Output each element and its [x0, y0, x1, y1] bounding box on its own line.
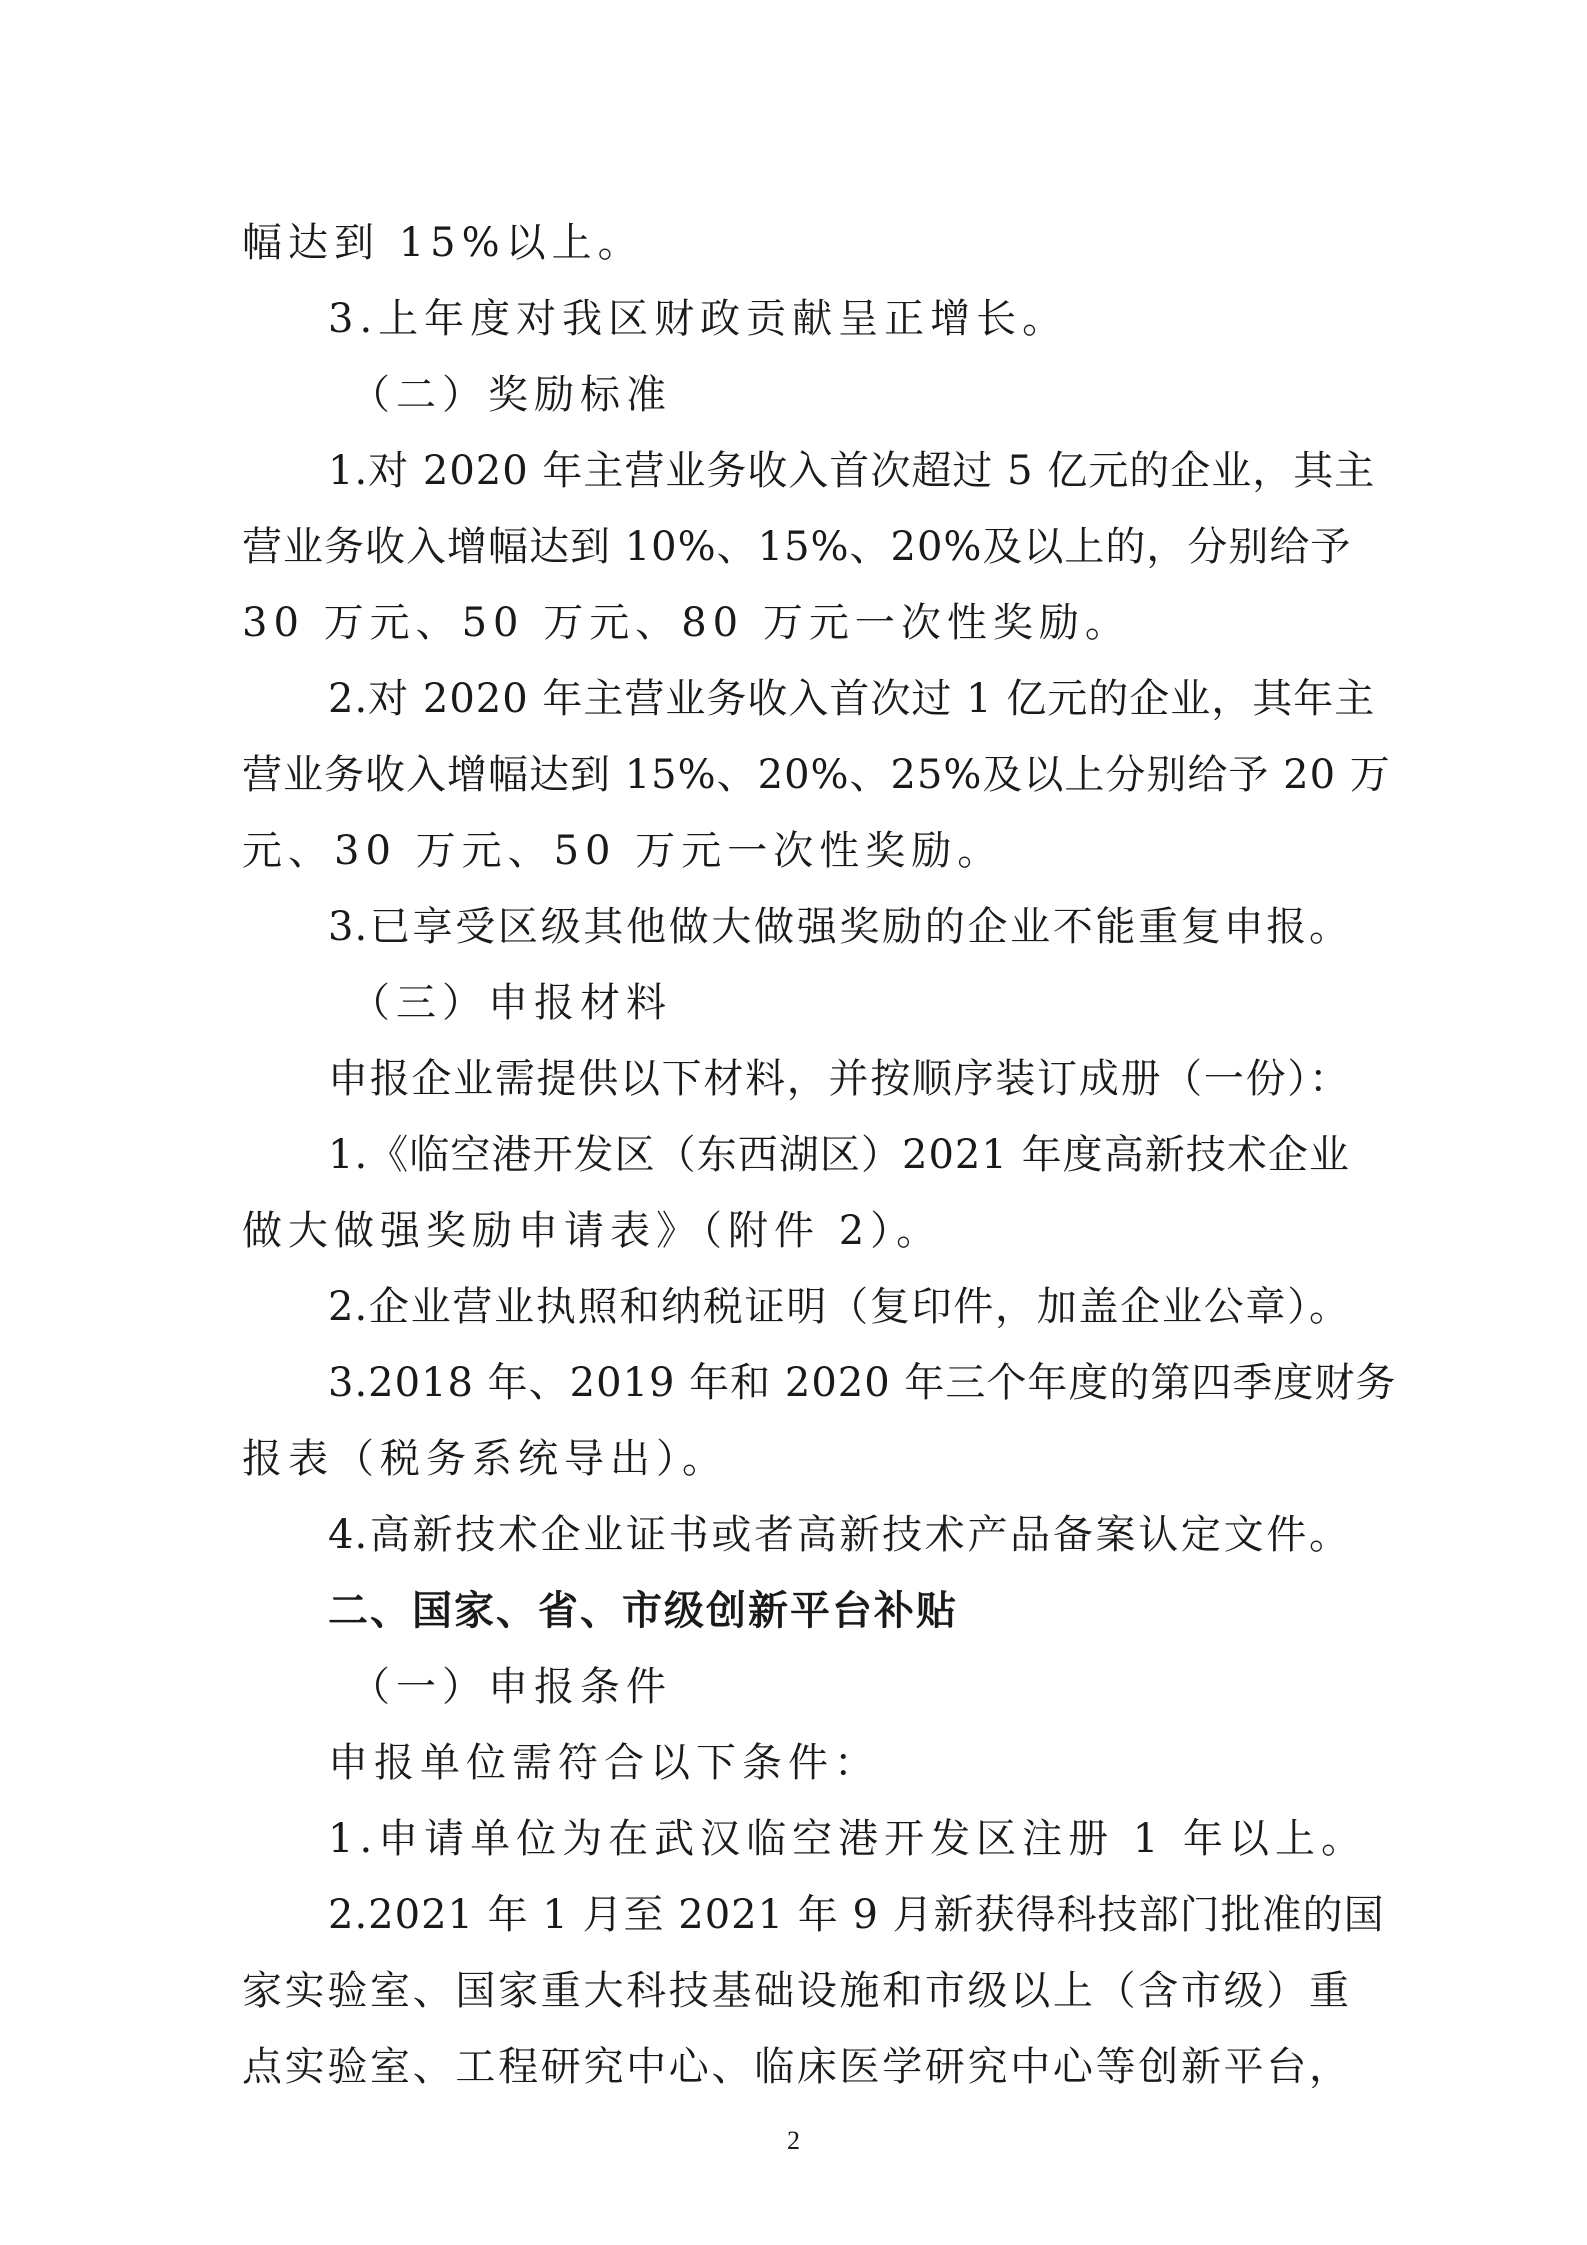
text-line: 1.申请单位为在武汉临空港开发区注册 1 年以上。	[328, 1816, 1368, 1862]
text-line: 2.对 2020 年主营业务收入首次过 1 亿元的企业，其年主	[328, 676, 1376, 722]
text-line: 1.《临空港开发区（东西湖区）2021 年度高新技术企业	[328, 1132, 1350, 1178]
text-line: 点实验室、工程研究中心、临床医学研究中心等创新平台，	[242, 2044, 1350, 2090]
text-line: 2.2021 年 1 月至 2021 年 9 月新获得科技部门批准的国	[328, 1892, 1385, 1938]
text-line: 申报单位需符合以下条件：	[328, 1740, 880, 1786]
text-line: 2.企业营业执照和纳税证明（复印件，加盖企业公章）。	[328, 1284, 1350, 1330]
text-line: 1.对 2020 年主营业务收入首次超过 5 亿元的企业，其主	[328, 448, 1376, 494]
text-line: 营业务收入增幅达到 15%、20%、25%及以上分别给予 20 万	[242, 752, 1391, 798]
text-line: 营业务收入增幅达到 10%、15%、20%及以上的，分别给予	[242, 524, 1352, 570]
text-line: 3.已享受区级其他做大做强奖励的企业不能重复申报。	[328, 904, 1350, 950]
text-line: 4.高新技术企业证书或者高新技术产品备案认定文件。	[328, 1512, 1350, 1558]
section-heading: 二、国家、省、市级创新平台补贴	[328, 1588, 958, 1634]
text-line: 报表（税务系统导出）。	[242, 1436, 728, 1482]
text-line: 家实验室、国家重大科技基础设施和市级以上（含市级）重	[242, 1968, 1350, 2014]
text-line: 申报企业需提供以下材料，并按顺序装订成册（一份）：	[328, 1056, 1350, 1102]
text-line: 幅达到 15%以上。	[242, 220, 644, 266]
section-subheading: （三）申报材料	[350, 980, 672, 1026]
section-subheading: （二）奖励标准	[350, 372, 672, 418]
page-number: 2	[787, 2126, 800, 2155]
text-line: 元、30 万元、50 万元一次性奖励。	[242, 828, 1004, 874]
section-subheading: （一）申报条件	[350, 1664, 672, 1710]
text-line: 3.上年度对我区财政贡献呈正增长。	[328, 296, 1069, 342]
text-line: 3.2018 年、2019 年和 2020 年三个年度的第四季度财务	[328, 1360, 1397, 1406]
text-line: 做大做强奖励申请表》（附件 2）。	[242, 1208, 943, 1254]
text-line: 30 万元、50 万元、80 万元一次性奖励。	[242, 600, 1131, 646]
